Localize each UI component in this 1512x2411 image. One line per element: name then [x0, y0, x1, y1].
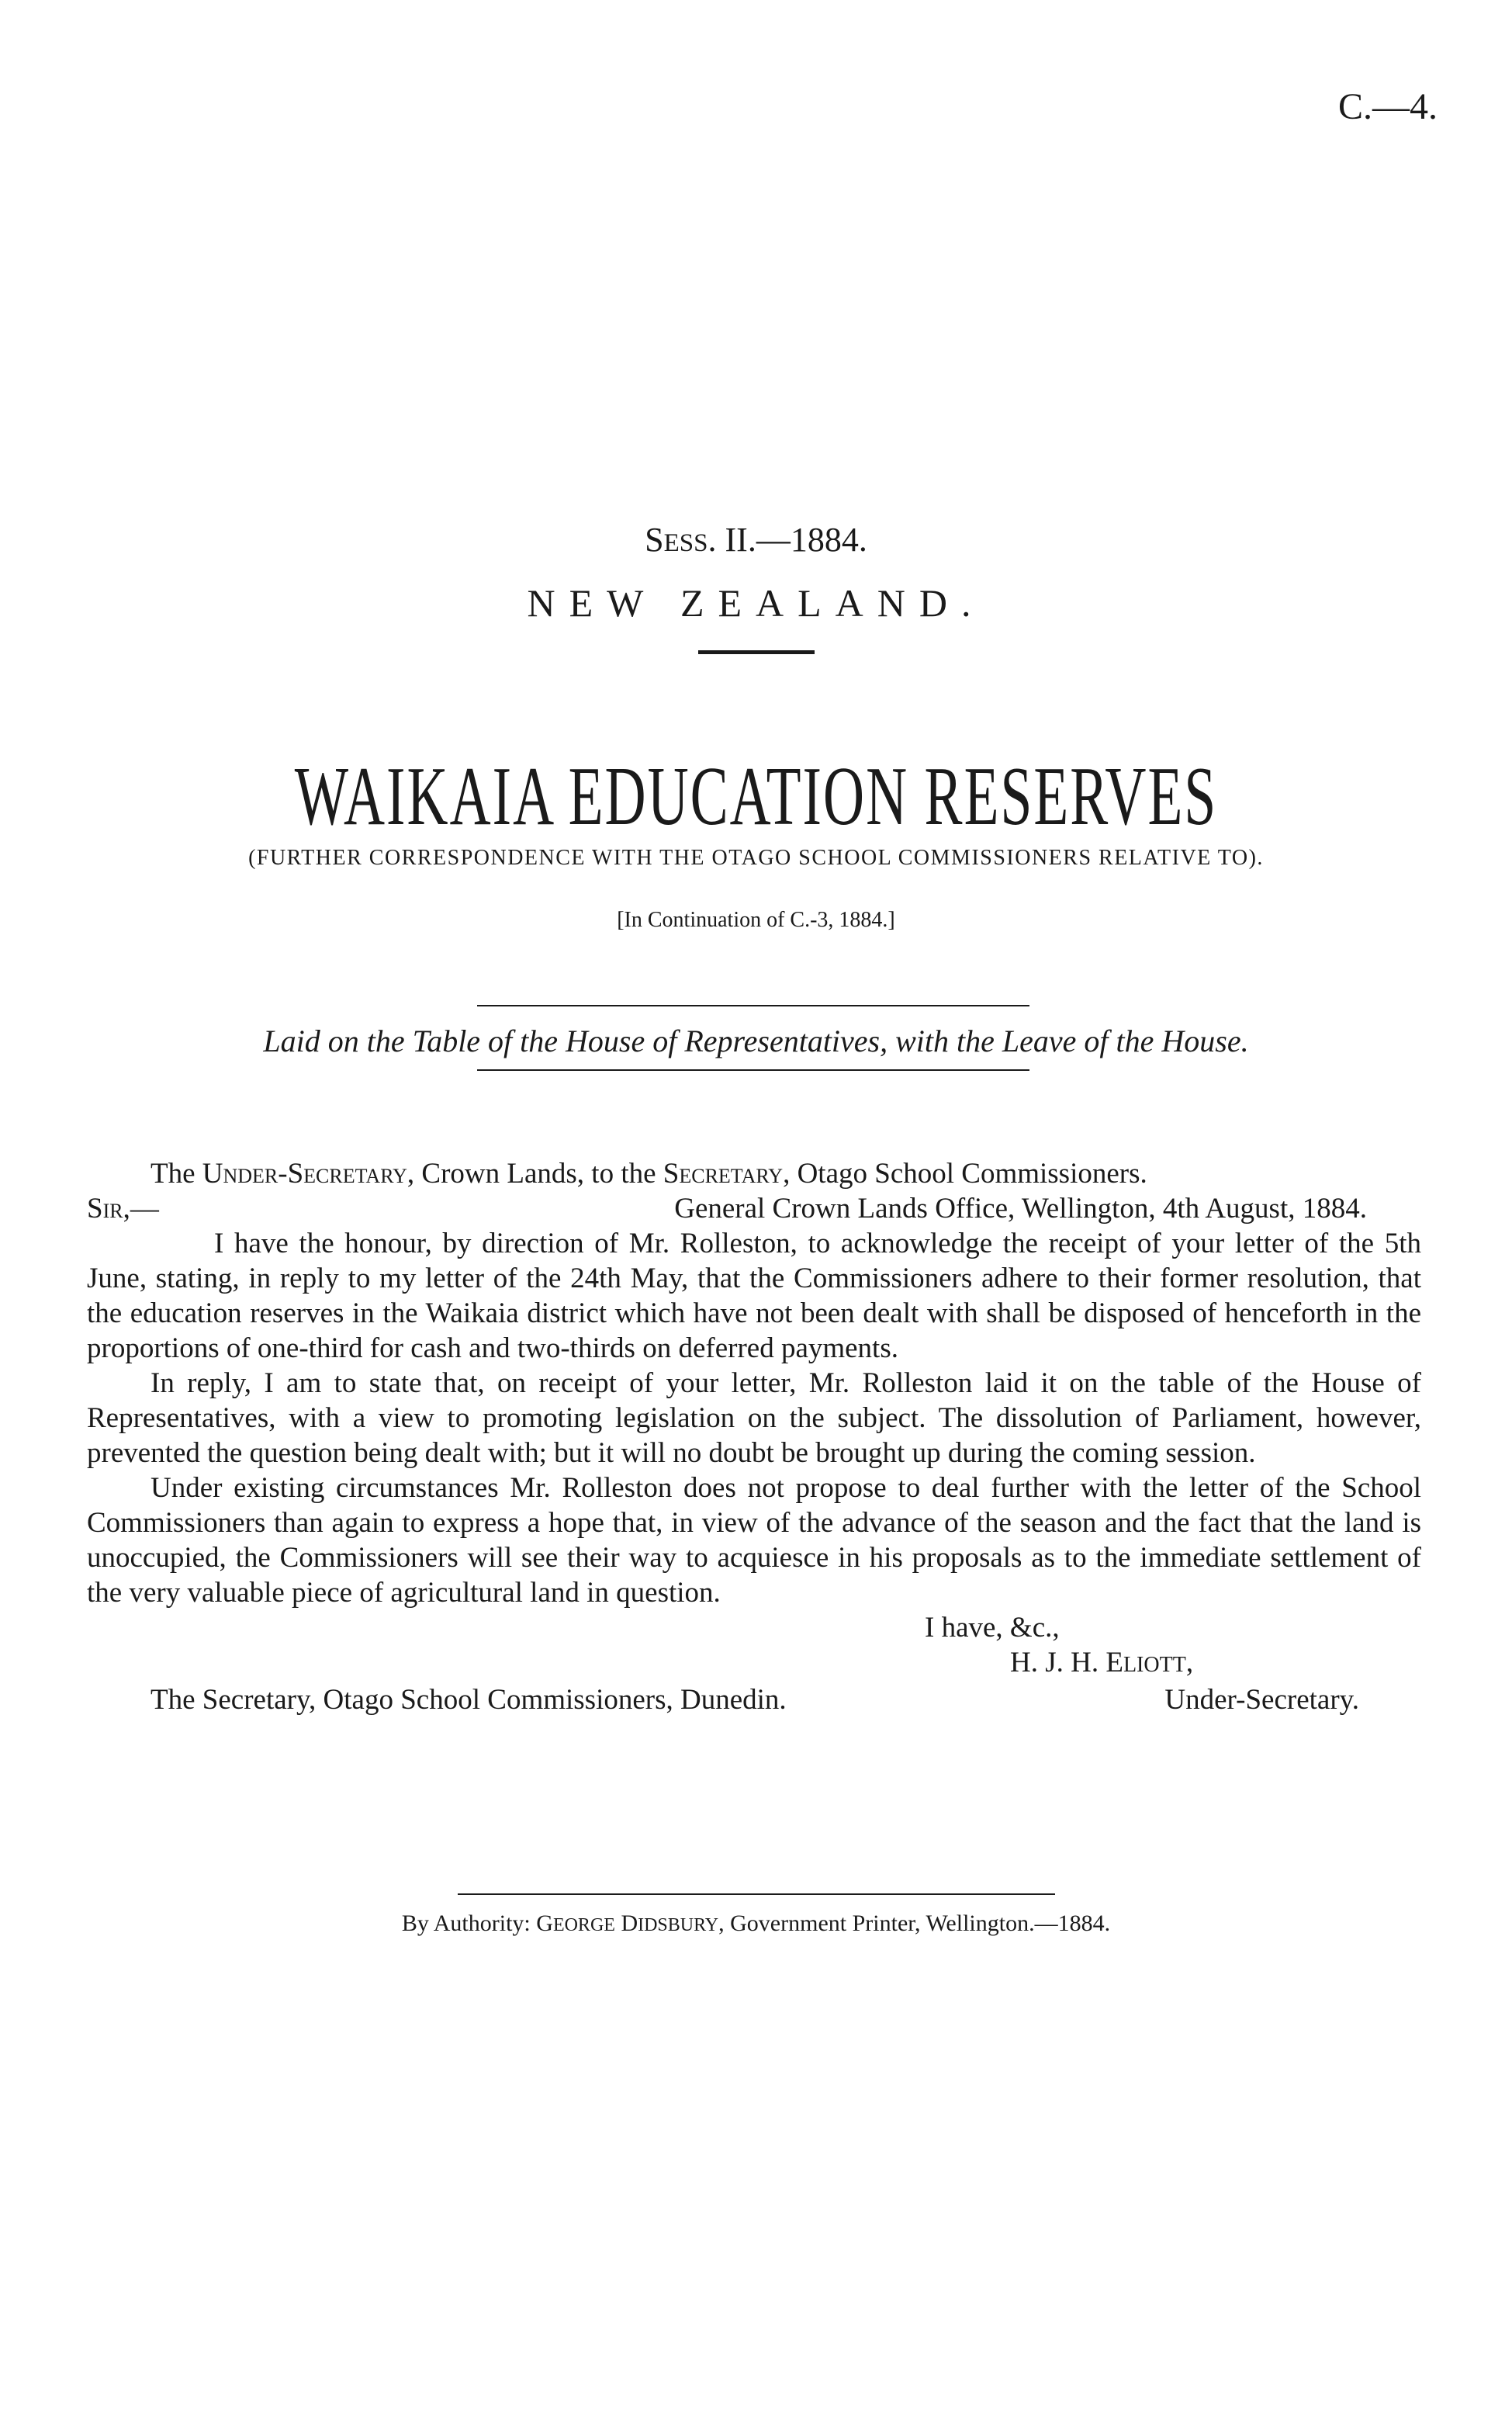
heading-part: , Otago School Commissioners.: [783, 1158, 1147, 1190]
continuation-note: [In Continuation of C.-3, 1884.]: [617, 908, 895, 932]
closing: I have, &c.,: [925, 1612, 1060, 1644]
paragraph-2: In reply, I am to state that, on receipt of your letter, Mr. Rolleston laid it on the table of the House of Representatives, with a view to promoting legislation on the subject. The dissolution of Parliament, however, prevented the question being dealt with; but it will no doubt be brought up during the coming session.: [87, 1367, 1421, 1469]
country-name: NEW ZEALAND.: [527, 581, 985, 625]
dateline: General Crown Lands Office, Wellington, 4th August, 1884.: [674, 1193, 1367, 1225]
signatory-title: Under-Secretary.: [1164, 1684, 1359, 1716]
document-subtitle: (FURTHER CORRESPONDENCE WITH THE OTAGO SCHOOL COMMISSIONERS RELATIVE TO).: [248, 846, 1264, 870]
paragraph-3: Under existing circumstances Mr. Rolleston does not propose to deal further with the letter of the School Commissioners than again to express a hope that, in view of the advance of the season and the fact that the land is unoccupied, the Commissioners will see their way to acquiesce in his proposals as to the immediate settlement of the very valuable piece of agricultural land in question.: [87, 1472, 1421, 1609]
imprint-part: D: [614, 1910, 638, 1936]
laid-rule-bottom: [477, 1069, 1029, 1071]
paragraph-1: I have the honour, by direction of Mr. Rolleston, to acknowledge the receipt of your letter of the 5th June, stating, in reply to my letter of the 24th May, that the Commissioners adhere to their former resolution, that the education reserves in the Waikaia district which have not been dealt with shall be disposed of henceforth in the proportions of one-third for cash and two-thirds on deferred payments.: [87, 1228, 1421, 1364]
imprint-by: By Authority:: [401, 1910, 537, 1936]
laid-on-table-line: Laid on the Table of the House of Representatives, with the Leave of the House.: [263, 1024, 1249, 1058]
imprint-rest: , Government Printer, Wellington.—1884.: [718, 1910, 1111, 1936]
session-number: . II.—1884.: [708, 521, 867, 559]
addressee: The Secretary, Otago School Commissioners, Dunedin.: [151, 1684, 787, 1716]
heading-part: , Crown Lands, to the: [407, 1158, 663, 1190]
letter-body: [87, 1156, 1421, 1717]
signature-comma: ,: [1185, 1647, 1194, 1678]
document-reference: C.—4.: [1337, 86, 1438, 127]
printer-imprint: [0, 1910, 1512, 1937]
imprint-part: IDSBURY: [638, 1915, 719, 1935]
laid-rule-top: [477, 1005, 1029, 1006]
document-title: WAIKAIA EDUCATION RESERVES: [294, 750, 1218, 843]
salutation: Sir,—: [87, 1193, 159, 1225]
signature: [87, 1645, 1421, 1682]
session-line: [0, 520, 1512, 559]
heading-to: Secretary: [663, 1158, 784, 1190]
heading-part: The: [151, 1158, 202, 1190]
session-smallcaps: ESS: [663, 529, 708, 557]
footer-rule: [458, 1893, 1055, 1895]
imprint-part: EORGE: [552, 1915, 615, 1935]
signature-smallcaps: LIOTT: [1123, 1653, 1186, 1677]
imprint-part: G: [536, 1910, 553, 1936]
salutation-line: [87, 1191, 1421, 1226]
addressee-line: [87, 1682, 1421, 1717]
heading-from: Under-Secretary: [202, 1158, 407, 1190]
signature-name: H. J. H. E: [1010, 1647, 1123, 1678]
header-rule: [698, 650, 815, 654]
letter-heading: [87, 1156, 1421, 1191]
session-initial: S: [645, 521, 664, 559]
